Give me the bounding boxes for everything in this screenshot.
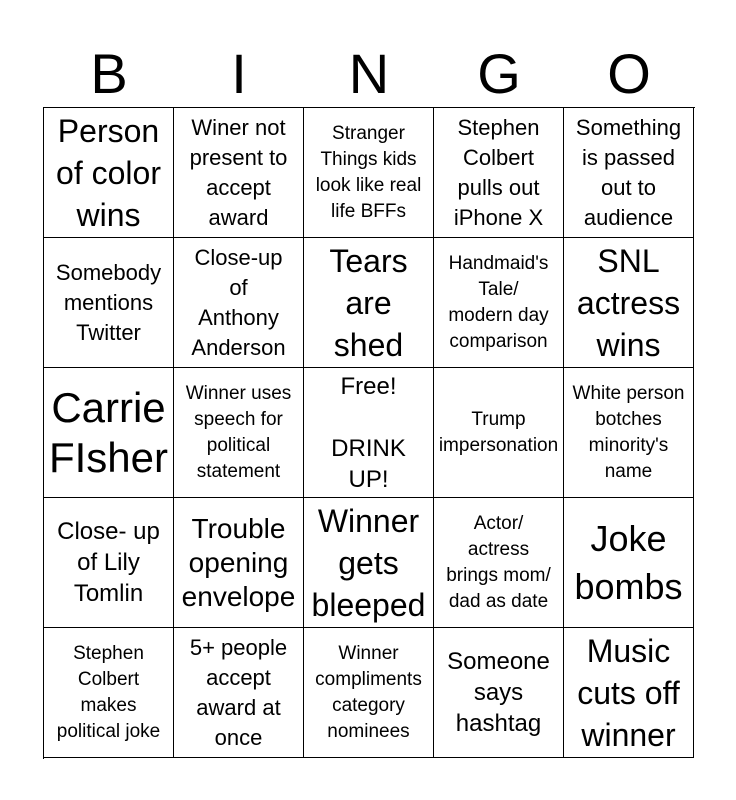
- bingo-header: [44, 42, 694, 106]
- bingo-cell-r2c2[interactable]: [174, 238, 304, 368]
- cell-text: 5+ people accept award at once: [189, 634, 288, 750]
- cell-text: Somebody mentions Twitter: [55, 259, 162, 345]
- bingo-cell-r3c2[interactable]: [174, 368, 304, 498]
- bingo-cell-r1c1[interactable]: [44, 108, 174, 238]
- header-letter-g: G: [477, 42, 521, 105]
- cell-text: Trouble opening envelope: [181, 512, 296, 612]
- cell-text: Carrie FIsher: [48, 383, 169, 481]
- bingo-cell-r5c2[interactable]: [174, 628, 304, 758]
- header-letter-i: I: [231, 42, 247, 105]
- bingo-cell-r2c5[interactable]: [564, 238, 694, 368]
- cell-text: Close-up of Anthony Anderson: [191, 244, 286, 360]
- bingo-cell-r5c1[interactable]: [44, 628, 174, 758]
- bingo-cell-r5c5[interactable]: [564, 628, 694, 758]
- cell-text: Stranger Things kids look like real life BFFs: [315, 122, 422, 222]
- cell-text: Joke bombs: [574, 517, 683, 607]
- bingo-cell-r5c3[interactable]: [304, 628, 434, 758]
- cell-text: Winer not present to accept award: [189, 114, 288, 230]
- bingo-cell-r1c5[interactable]: [564, 108, 694, 238]
- bingo-cell-r3c4[interactable]: [434, 368, 564, 498]
- header-letter-n: N: [348, 42, 390, 105]
- bingo-cell-r4c1[interactable]: [44, 498, 174, 628]
- cell-text: Actor/ actress brings mom/ dad as date: [446, 512, 551, 612]
- bingo-cell-r4c5[interactable]: [564, 498, 694, 628]
- cell-text: Winner uses speech for political statement: [185, 382, 292, 482]
- bingo-board: [43, 107, 695, 759]
- bingo-cell-r3c1[interactable]: [44, 368, 174, 498]
- bingo-cell-r1c4[interactable]: [434, 108, 564, 238]
- cell-text: Stephen Colbert pulls out iPhone X: [453, 114, 544, 230]
- cell-text: White person botches minority's name: [572, 382, 685, 482]
- bingo-cell-r2c4[interactable]: [434, 238, 564, 368]
- cell-text: Person of color wins: [56, 112, 161, 233]
- bingo-cell-r2c1[interactable]: [44, 238, 174, 368]
- header-letter-b: B: [90, 42, 128, 105]
- cell-text: Stephen Colbert makes political joke: [56, 642, 161, 742]
- bingo-cell-r5c4[interactable]: [434, 628, 564, 758]
- cell-text: Something is passed out to audience: [575, 114, 682, 230]
- cell-text: Free! DRINK UP!: [331, 372, 406, 493]
- cell-text: SNL actress wins: [576, 242, 681, 363]
- cell-text: Handmaid's Tale/ modern day comparison: [448, 252, 549, 352]
- bingo-cell-r4c4[interactable]: [434, 498, 564, 628]
- cell-text: Trump impersonation: [438, 408, 559, 456]
- cell-text: Tears are shed: [329, 242, 408, 363]
- cell-text: Close- up of Lily Tomlin: [57, 518, 160, 607]
- bingo-cell-r2c3[interactable]: [304, 238, 434, 368]
- bingo-cell-r3c3[interactable]: [304, 368, 434, 498]
- cell-text: Winner compliments category nominees: [315, 642, 422, 742]
- header-letter-o: O: [607, 42, 651, 105]
- cell-text: Music cuts off winner: [577, 632, 680, 753]
- bingo-cell-r4c2[interactable]: [174, 498, 304, 628]
- bingo-cell-r3c5[interactable]: [564, 368, 694, 498]
- cell-text: Winner gets bleeped: [311, 502, 426, 623]
- cell-text: Someone says hashtag: [447, 648, 550, 737]
- bingo-cell-r1c3[interactable]: [304, 108, 434, 238]
- bingo-cell-r1c2[interactable]: [174, 108, 304, 238]
- bingo-cell-r4c3[interactable]: [304, 498, 434, 628]
